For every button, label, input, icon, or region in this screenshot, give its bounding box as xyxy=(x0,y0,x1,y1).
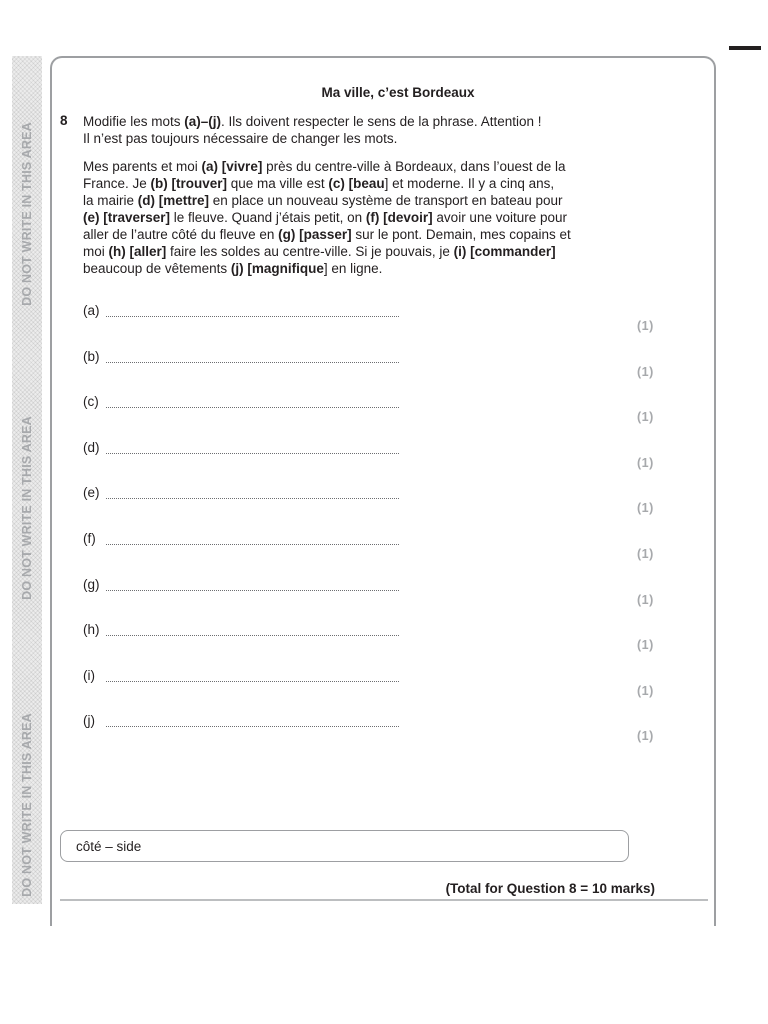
passage_lines-line xyxy=(83,209,643,226)
mark-allocation: (1) xyxy=(637,683,654,698)
mark-allocation: (1) xyxy=(637,638,654,653)
mark-allocation: (1) xyxy=(637,547,654,561)
instructions-line xyxy=(83,113,643,130)
glossary-box xyxy=(60,830,629,862)
passage_lines-text: moi xyxy=(83,244,109,259)
mark-allocation: (1) xyxy=(637,364,654,379)
margin-notice-text: DO NOT WRITE IN THIS AREA xyxy=(20,416,34,600)
passage_lines-text: en place un nouveau système de transport en bateau pour xyxy=(209,193,563,208)
answer-label: (f) xyxy=(83,531,96,546)
answer-line[interactable] xyxy=(106,544,399,545)
answer-label: (e) xyxy=(83,485,100,501)
passage_lines-bold-text: (c) [beau xyxy=(328,176,385,191)
answer-label: (j) xyxy=(83,713,95,729)
passage_lines-text: beaucoup de vêtements xyxy=(83,261,231,276)
passage_lines-bold-text: (a) [vivre] xyxy=(201,159,263,174)
margin-notice-text: DO NOT WRITE IN THIS AREA xyxy=(20,122,34,306)
passage_lines-line xyxy=(83,192,643,209)
mark-allocation: (1) xyxy=(637,455,654,470)
passage_lines-bold-text: (d) [mettre] xyxy=(137,193,210,208)
mark-allocation: (1) xyxy=(637,729,654,744)
answer-line[interactable] xyxy=(106,498,399,499)
answer-line[interactable] xyxy=(106,681,399,682)
instructions-text: . Ils doivent respecter le sens de la phrase. Attention ! xyxy=(221,114,542,129)
passage_lines-text: la mairie xyxy=(83,193,138,208)
instructions-text: Modifie les mots xyxy=(83,114,185,129)
answer-line[interactable] xyxy=(106,726,399,727)
answer-label: (a) xyxy=(83,303,100,318)
answer-line[interactable] xyxy=(106,362,399,363)
passage_lines-text: près du centre-ville à Bordeaux, dans l’ouest de la xyxy=(262,159,566,174)
passage_lines-bold-text: (i) [commander] xyxy=(453,244,556,259)
margin-notice-text: DO NOT WRITE IN THIS AREA xyxy=(20,713,34,897)
answer-label: (h) xyxy=(83,622,100,638)
page-title: Ma ville, c’est Bordeaux xyxy=(321,85,475,100)
passage xyxy=(83,158,643,277)
mark-allocation: (1) xyxy=(637,501,654,516)
passage_lines-text: que ma ville est xyxy=(227,176,329,191)
passage_lines-line xyxy=(83,260,643,277)
answer-label: (g) xyxy=(83,576,100,592)
question-number: 8 xyxy=(60,113,68,128)
instructions-line xyxy=(83,130,643,147)
answer-line[interactable] xyxy=(106,407,399,408)
passage_lines-bold-text: (b) [trouver] xyxy=(150,176,228,191)
answer-line[interactable] xyxy=(106,453,399,454)
answer-label: (d) xyxy=(83,439,100,455)
bottom-rule xyxy=(60,899,708,901)
answer-line[interactable] xyxy=(106,590,399,591)
instructions-bold-text: (a)–(j) xyxy=(184,114,222,129)
instructions xyxy=(83,113,643,147)
answer-line[interactable] xyxy=(106,316,399,317)
passage_lines-text: le fleuve. Quand j’étais petit, on xyxy=(170,210,366,225)
passage_lines-bold-text: (j) [magnifique xyxy=(230,261,324,276)
passage_lines-text: ] en ligne. xyxy=(323,261,383,276)
mark-allocation: (1) xyxy=(637,592,654,607)
glossary-text: côté – side xyxy=(76,839,142,854)
passage_lines-bold-text: (e) [traverser] xyxy=(83,210,171,225)
passage_lines-text: Mes parents et moi xyxy=(83,159,202,174)
passage_lines-bold-text: (h) [aller] xyxy=(108,244,167,259)
passage_lines-bold-text: (g) [passer] xyxy=(278,227,352,242)
passage_lines-text: faire les soldes au centre-ville. Si je pouvais, je xyxy=(166,244,454,259)
answer-label: (b) xyxy=(83,348,100,364)
corner-mark xyxy=(729,46,761,50)
passage_lines-line xyxy=(83,175,643,192)
passage_lines-line xyxy=(83,243,643,260)
passage_lines-line xyxy=(83,226,643,243)
question-total: (Total for Question 8 = 10 marks) xyxy=(445,881,655,896)
passage_lines-text: aller de l’autre côté du fleuve en xyxy=(83,227,279,242)
passage_lines-text: avoir une voiture pour xyxy=(432,210,567,225)
mark-allocation: (1) xyxy=(637,410,654,425)
passage_lines-bold-text: (f) [devoir] xyxy=(365,210,433,225)
passage_lines-text: sur le pont. Demain, mes copains et xyxy=(351,227,571,242)
answer-line[interactable] xyxy=(106,635,399,636)
passage_lines-text: ] et moderne. Il y a cinq ans, xyxy=(384,176,555,191)
answer-label: (i) xyxy=(83,667,95,683)
mark-allocation: (1) xyxy=(637,319,654,333)
answer-label: (c) xyxy=(83,394,99,410)
instructions-text: Il n’est pas toujours nécessaire de changer les mots. xyxy=(83,131,398,146)
passage_lines-line xyxy=(83,158,643,175)
passage_lines-text: France. Je xyxy=(83,176,151,191)
